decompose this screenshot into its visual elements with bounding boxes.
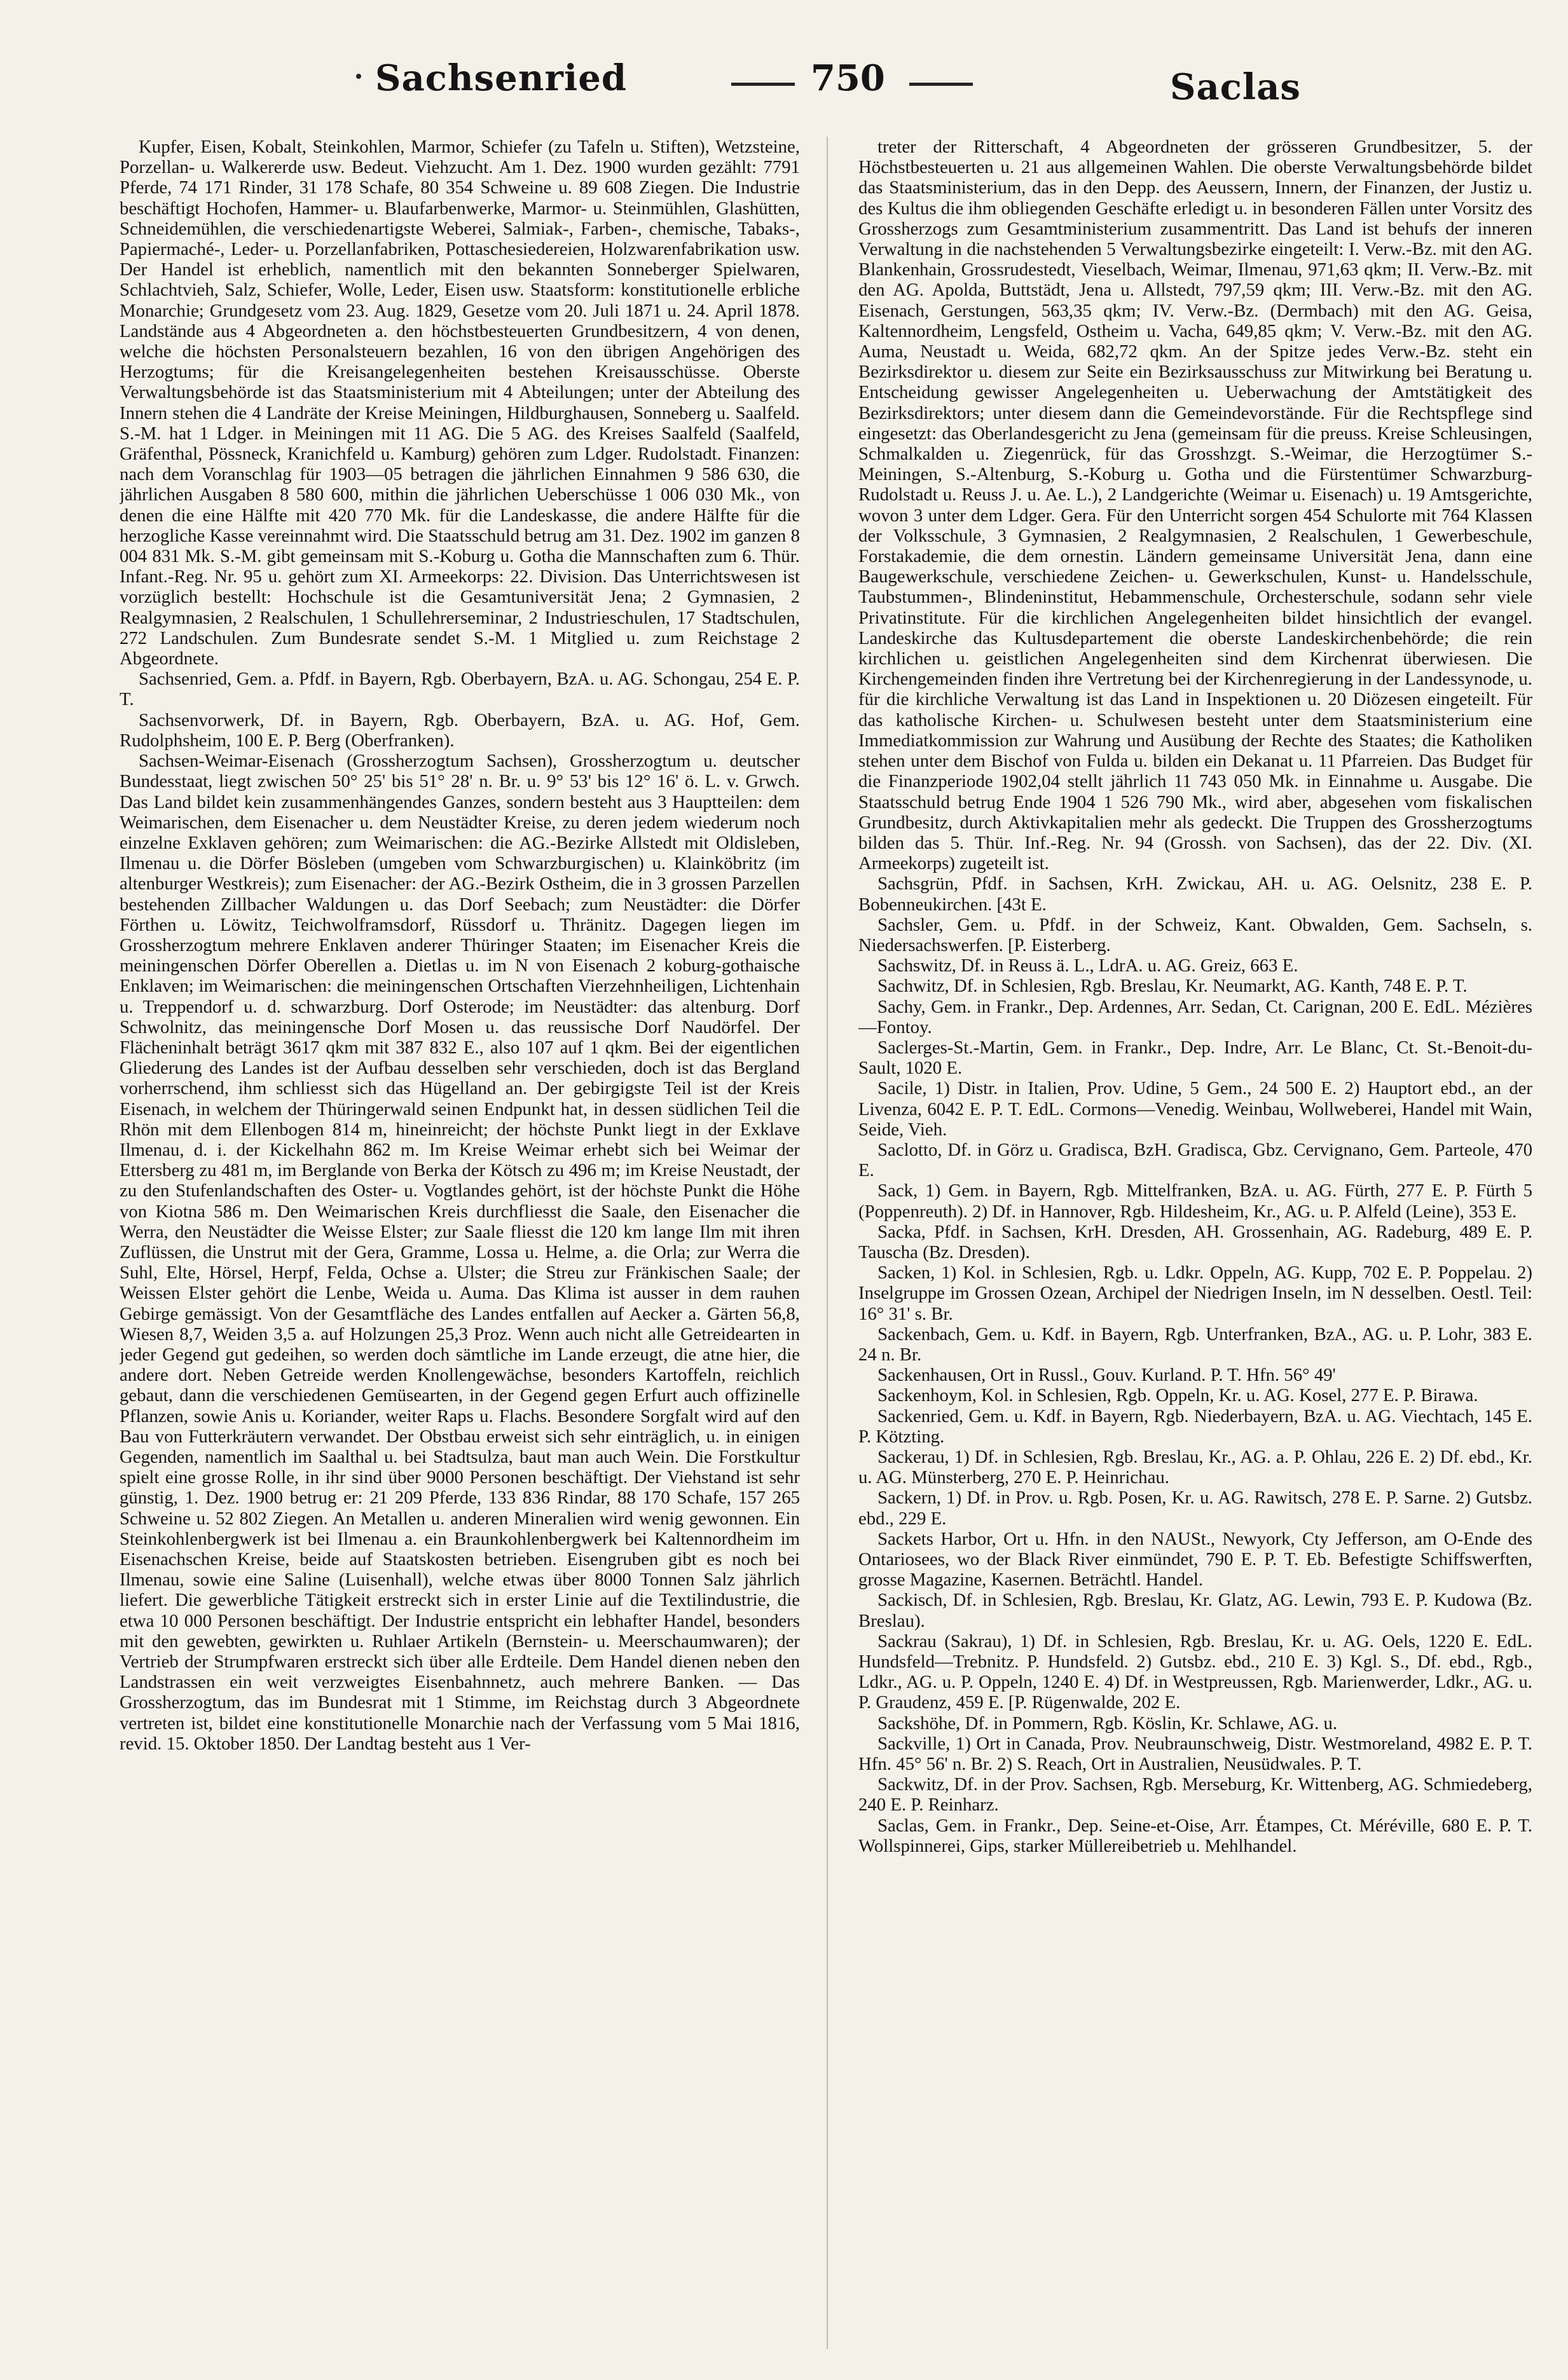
entry-paragraph: Sackets Harbor, Ort u. Hfn. in den NAUSt., Newyork, Cty Jefferson, am O-Ende des Ontariosees, wo der Black River einmündet, 790 E. P. T. Eb. Befestigte Schiffswerften, grosse Magazine, Kasernen. Beträchtl. Handel. xyxy=(858,1528,1532,1590)
entry-paragraph: Sackrau (Sakrau), 1) Df. in Schlesien, Rgb. Breslau, Kr. u. AG. Oels, 1220 E. EdL. Hundsfeld—Trebnitz. P. Hundsfeld. 2) Gutsbz. ebd., 210 E. 3) Kgl. S., Df. ebd., Rgb., Ldkr., AG. u. P. Oppeln, 1240 E. 4) Df. in Westpreussen, Rgb. Marienwerder, Ldkr., AG. u. P. Graudenz, 459 E. [P. Rügenwalde, 202 E. xyxy=(858,1631,1532,1713)
left-column xyxy=(120,137,800,2362)
entry-paragraph: Saclas, Gem. in Frankr., Dep. Seine-et-Oise, Arr. Étampes, Ct. Méréville, 680 E. P. T. Wollspinnerei, Gips, starker Müllereibetrieb u. Mehlhandel. xyxy=(858,1815,1532,1856)
entry-paragraph: Sachswitz, Df. in Reuss ä. L., LdrA. u. AG. Greiz, 663 E. xyxy=(877,955,1298,976)
header-left-keyword: Sachsenried xyxy=(375,57,627,99)
page-header xyxy=(0,51,1568,121)
entry-paragraph: Sackerau, 1) Df. in Schlesien, Rgb. Breslau, Kr., AG. a. P. Ohlau, 226 E. 2) Df. ebd., Kr. u. AG. Münsterberg, 270 E. P. Heinrichau. xyxy=(858,1447,1532,1488)
entry-paragraph: Sachsenried, Gem. a. Pfdf. in Bayern, Rgb. Oberbayern, BzA. u. AG. Schongau, 254 E. P. T. xyxy=(120,669,800,710)
entry-paragraph: Sachsler, Gem. u. Pfdf. in der Schweiz, Kant. Obwalden, Gem. Sachseln, s. Niedersachswerfen. [P. Eisterberg. xyxy=(858,914,1532,955)
entry-paragraph: Kupfer, Eisen, Kobalt, Steinkohlen, Marmor, Schiefer (zu Tafeln u. Stiften), Wetzsteine, Porzellan- u. Walkererde usw. Bedeut. Viehzucht. Am 1. Dez. 1900 wurden gezählt: 7791 Pferde, 74 171 Rinder, 31 178 Schafe, 80 354 Schweine u. 89 608 Ziegen. Die Industrie beschäftigt Hochofen, Hammer- u. Blaufarbenwerke, Marmor- u. Steinmühlen, Glashütten, Schneidemühlen, die verschiedenartigste Weberei, Salmiak-, Farben-, chemische, Tabaks-, Papiermaché-, Leder- u. Porzellanfabriken, Pottaschesiedereien, Holzwarenfabrikation usw. Der Handel ist erheblich, namentlich mit den bekannten Sonneberger Spielwaren, Schlachtvieh, Salz, Schiefer, Wolle, Leder, Eisen usw. Staatsform: konstitutionelle erbliche Monarchie; Grundgesetz vom 23. Aug. 1829, Gesetze vom 20. Juli 1871 u. 24. April 1878. Landstände aus 4 Abgeordneten a. den höchstbesteuerten Grundbesitzern, 4 von denen, welche die höchsten Personalsteuern bezahlen, 16 von den übrigen Angehörigen des Herzogtums; für die Kreisangelegenheiten bestehen Kreisausschüsse. Oberste Verwaltungsbehörde ist das Staatsministerium mit 4 Abteilungen; unter der Abteilung des Innern stehen die 4 Landräte der Kreise Meiningen, Hildburghausen, Sonneberg u. Saalfeld. S.-M. hat 1 Ldger. in Meiningen mit 11 AG. Die 5 AG. des Kreises Saalfeld (Saalfeld, Gräfenthal, Pössneck, Kranichfeld u. Kamburg) gehören zum Ldger. Rudolstadt. Finanzen: nach dem Voranschlag für 1903—05 betragen die jährlichen Einnahmen 9 586 630, die jährlichen Ausgaben 8 580 600, mithin die jährlichen Ueberschüsse 1 006 030 Mk., von denen die eine Hälfte mit 420 770 Mk. für die Landeskasse, die andere Hälfte für die herzogliche Kasse vereinnahmt wird. Die Staatsschuld betrug am 31. Dez. 1902 im ganzen 8 004 831 Mk. S.-M. gibt gemeinsam mit S.-Koburg u. Gotha die Mannschaften zum 6. Thür. Infant.-Reg. Nr. 95 u. gehört zum XI. Armeekorps: 22. Division. Das Unterrichtswesen ist vorzüglich bestellt: Hochschule ist die Gesamtuniversität Jena; 2 Gymnasien, 2 Realgymnasien, 2 Realschulen, 1 Schullehrerseminar, 2 Industrieschulen, 17 Stadtschulen, 272 Landschulen. Zum Bundesrate sendet S.-M. 1 Mitglied u. zum Reichstage 2 Abgeordnete. xyxy=(120,137,800,669)
entry-paragraph: Sackenried, Gem. u. Kdf. in Bayern, Rgb. Niederbayern, BzA. u. AG. Viechtach, 145 E. P. Kötzting. xyxy=(858,1405,1532,1447)
entry-paragraph: Sackshöhe, Df. in Pommern, Rgb. Köslin, Kr. Schlawe, AG. u. xyxy=(877,1713,1338,1734)
entry-paragraph: Sacile, 1) Distr. in Italien, Prov. Udine, 5 Gem., 24 500 E. 2) Hauptort ebd., an der Livenza, 6042 E. P. T. EdL. Cormons—Venedig. Weinbau, Wollweberei, Handel mit Wain, Seide, Vieh. xyxy=(858,1078,1532,1140)
entry-paragraph: Sachsen-Weimar-Eisenach (Grossherzogtum Sachsen), Grossherzogtum u. deutscher Bundesstaat, liegt zwischen 50° 25' bis 51° 28' n. Br. u. 9° 53' bis 12° 16' ö. L. v. Grwch. Das Land bildet kein zusammenhängendes Ganzes, sondern besteht aus 3 Hauptteilen: dem Weimarischen, dem Eisenacher u. dem Neustädter Kreise, zu deren jedem wiederum noch einzelne Exklaven gehören; zum Weimarischen: die AG.-Bezirke Allstedt mit Oldisleben, Ilmenau u. die Dörfer Bösleben (umgeben vom Schwarzburgischen) u. Klainköbritz (im altenburger Westkreis); zum Eisenacher: der AG.-Bezirk Ostheim, die in 3 grossen Parzellen bestehenden Zillbacher Waldungen u. das Dorf Seebach; zum Neustädter: die Dörfer Förthen u. Löwitz, Teichwolframsdorf, Rüssdorf u. Thränitz. Dagegen liegen im Grossherzogtum mehrere Enklaven anderer Thüringer Staaten; im Eisenacher Kreis die meiningenschen Dörfer Oberellen a. Dietlas u. im N von Eisenach 2 koburg-gothaische Enklaven; im Weimarischen: die meiningenschen Ortschaften Vierzehnheiligen, Lichtenhain u. Treppendorf u. d. schwarzburg. Dorf Osterode; im Neustädter: das altenburg. Dorf Schwolnitz, das meiningensche Dorf Mosen u. das reussische Dorf Naudörfel. Der Flächeninhalt beträgt 3617 qkm mit 387 832 E., also 107 auf 1 qkm. Bei der eigentlichen Gliederung des Landes ist der Aufbau desselben sehr verschieden, doch ist das Bergland vorherrschend, ihm schliesst sich das Hügelland an. Der gebirgigste Teil ist der Kreis Eisenach, in welchem der Thüringerwald seinen Endpunkt hat, in dessen südlichen Teil die Rhön mit dem Ellenbogen 814 m, hineinreicht; der höchste Punkt liegt in der Exklave Ilmenau, d. i. der Kickelhahn 862 m. Im Kreise Weimar erhebt sich bei Weimar der Ettersberg zu 481 m, im Berglande von Berka der Kötsch zu 496 m; im Kreise Neustadt, der zu den Stufenlandschaften des Oster- u. Vogtlandes gehört, ist der höchste Punkt die Höhe von Kiotna 586 m. Den Weimarischen Kreis durchfliesst die Saale, den Eisenacher die Werra, den Neustädter die Weisse Elster; zur Saale fliesst die 120 km lange Ilm mit ihren Zuflüssen, die Unstrut mit der Gera, Gramme, Lossa u. Helme, a. die Orla; zur Werra die Suhl, Elte, Hörsel, Herpf, Felda, Ochse a. Ulster; die Streu zur Fränkischen Saale; der Weissen Elster gehört die Lenbe, Weida u. Auma. Das Klima ist ausser in dem rauhen Gebirge gemässigt. Von der Gesamtfläche des Landes entfallen auf Aecker a. Gärten 56,8, Wiesen 8,7, Weiden 3,5 a. auf Holzungen 25,3 Proz. Wenn auch nicht alle Getreidearten in jeder Gegend gut gedeihen, so werden doch sämtliche im Lande erzeugt, die atne hier, die andere dort. Neben Getreide werden Knollengewächse, besonders Kartoffeln, reichlich gebaut, dann die verschiedenen Gemüsearten, in der Gegend gegen Erfurt auch offizinelle Pflanzen, sowie Anis u. Koriander, weiter Raps u. Flachs. Besondere Sorgfalt wird auf den Bau von Futterkräutern verwandet. Der Obstbau erweist sich sehr einträglich, u. in einigen Gegenden, namentlich im Saalthal u. bei Stadtsulza, baut man auch Wein. Die Forstkultur spielt eine grosse Rolle, in ihr sind über 9000 Personen beschäftigt. Der Viehstand ist sehr günstig, 1. Dez. 1900 betrug er: 21 209 Pferde, 133 836 Rindar, 88 170 Schafe, 157 265 Schweine u. 52 802 Ziegen. An Metallen u. anderen Mineralien wird wenig gewonnen. Ein Steinkohlenbergwerk ist bei Ilmenau a. ein Braunkohlenbergwerk bei Kaltennordheim im Eisenachschen Kreise, beide auf Staatskosten betrieben. Eisengruben gibt es noch bei Ilmenau, sowie eine Saline (Luisenhall), welche etwas über 8000 Tonnen Salz jährlich liefert. Die gewerbliche Tätigkeit erstreckt sich in erster Linie auf die Textilindustrie, die etwa 10 000 Personen beschäftigt. Der Industrie entspricht ein lebhafter Handel, besonders mit den gewebten, gewirkten u. Ruhlaer Artikeln (Bernstein- u. Meerschaumwaren); der Vertrieb der Strumpfwaren erstreckt sich über alle Erdteile. Dem Handel dienen neben den Landstrassen ein weit verzweigtes Eisenbahnnetz, auch mehrere Banken. — Das Grossherzogtum, das im Bundesrat mit 1 Stimme, im Reichstag durch 3 Abgeordnete vertreten ist, bildet eine konstitutionelle Monarchie nach der Verfassung vom 5 Mai 1816, revid. 15. Oktober 1850. Der Landtag besteht aus 1 Ver- xyxy=(120,751,800,1754)
entry-paragraph: Sackville, 1) Ort in Canada, Prov. Neubraunschweig, Distr. Westmoreland, 4982 E. P. T. Hfn. 45° 56' n. Br. 2) S. Reach, Ort in Australien, Neusüdwales. P. T. xyxy=(858,1733,1532,1775)
entry-paragraph: Sackenbach, Gem. u. Kdf. in Bayern, Rgb. Unterfranken, BzA., AG. u. P. Lohr, 383 E. 24 n. Br. xyxy=(858,1323,1532,1365)
margin-dot xyxy=(356,74,361,79)
entry-paragraph: Saclerges-St.-Martin, Gem. in Frankr., Dep. Indre, Arr. Le Blanc, Ct. St.-Benoit-du-Sault, 1020 E. xyxy=(858,1037,1532,1079)
entry-paragraph: Sacken, 1) Kol. in Schlesien, Rgb. u. Ldkr. Oppeln, AG. Kupp, 702 E. P. Poppelau. 2) Inselgruppe im Grossen Ozean, Archipel der Niedrigen Inseln, im N desselben. Oestl. Teil: 16° 31' s. Br. xyxy=(858,1262,1532,1324)
entry-paragraph: Sachsenvorwerk, Df. in Bayern, Rgb. Oberbayern, BzA. u. AG. Hof, Gem. Rudolphsheim, 100 E. P. Berg (Oberfranken). xyxy=(120,709,800,751)
entry-paragraph: Sackenhausen, Ort in Russl., Gouv. Kurland. P. T. Hfn. 56° 49' xyxy=(877,1365,1336,1386)
header-dash xyxy=(909,83,973,86)
entry-paragraph: Sackenhoym, Kol. in Schlesien, Rgb. Oppeln, Kr. u. AG. Kosel, 277 E. P. Birawa. xyxy=(877,1385,1478,1406)
column-divider xyxy=(827,137,828,2349)
right-column xyxy=(858,137,1532,2362)
entry-paragraph: Sacka, Pfdf. in Sachsen, KrH. Dresden, AH. Grossenhain, AG. Radeburg, 489 E. P. Tauscha (Bz. Dresden). xyxy=(858,1221,1532,1262)
entry-paragraph: Sachsgrün, Pfdf. in Sachsen, KrH. Zwickau, AH. u. AG. Oelsnitz, 238 E. P. Bobenneukirchen. [43t E. xyxy=(858,873,1532,915)
entry-paragraph: Sackern, 1) Df. in Prov. u. Rgb. Posen, Kr. u. AG. Rawitsch, 278 E. P. Sarne. 2) Gutsbz. ebd., 229 E. xyxy=(858,1488,1532,1529)
entry-paragraph: Sackwitz, Df. in der Prov. Sachsen, Rgb. Merseburg, Kr. Wittenberg, AG. Schmiedeberg, 240 E. P. Reinharz. xyxy=(858,1774,1532,1816)
entry-paragraph: Sachy, Gem. in Frankr., Dep. Ardennes, Arr. Sedan, Ct. Carignan, 200 E. EdL. Mézières—Fontoy. xyxy=(858,996,1532,1037)
entry-paragraph: Saclotto, Df. in Görz u. Gradisca, BzH. Gradisca, Gbz. Cervignano, Gem. Parteole, 470 E. xyxy=(858,1139,1532,1181)
header-right-keyword: Saclas xyxy=(1170,66,1301,108)
entry-paragraph: treter der Ritterschaft, 4 Abgeordneten der grösseren Grundbesitzer, 5. der Höchstbesteuerten u. 21 aus allgemeinen Wahlen. Die oberste Verwaltungsbehörde bildet das Staatsministerium, das in den Depp. des Aeussern, Innern, der Finanzen, der Justiz u. des Kultus die ihm obliegenden Geschäfte erledigt u. in besonderen Fällen unter Vorsitz des Grossherzogs zum Gesamtministerium zusammentritt. Das Land ist behufs der inneren Verwaltung in die nachstehenden 5 Verwaltungsbezirke eingeteilt: I. Verw.-Bz. mit den AG. Blankenhain, Grossrudestedt, Vieselbach, Weimar, Ilmenau, 971,63 qkm; II. Verw.-Bz. mit den AG. Apolda, Buttstädt, Jena u. Allstedt, 797,59 qkm; III. Verw.-Bz. mit den AG. Eisenach, Gerstungen, 563,35 qkm; IV. Verw.-Bz. (Dermbach) mit den AG. Geisa, Kaltennordheim, Lengsfeld, Ostheim u. Vacha, 649,85 qkm; V. Verw.-Bz. mit den AG. Auma, Neustadt u. Weida, 682,72 qkm. An der Spitze jedes Verw.-Bz. steht ein Bezirksdirektor u. diesem zur Seite ein Bezirksausschuss zur Mitwirkung bei Beratung u. Entscheidung gewisser Angelegenheiten u. Ueberwachung der Amtstätigkeit des Bezirksdirektors; unter diesem dann die Gemeindevorstände. Für die Rechtspflege sind eingesetzt: das Oberlandesgericht zu Jena (gemeinsam für die preuss. Kreise Schleusingen, Schmalkalden u. Ziegenrück, für das Grosshzgt. S.-Weimar, die Herzogtümer S.-Meiningen, S.-Altenburg, S.-Koburg u. Gotha und die Fürstentümer Schwarzburg-Rudolstadt u. Reuss J. u. Ae. L.), 2 Landgerichte (Weimar u. Eisenach) u. 19 Amtsgerichte, wovon 3 unter dem Ldger. Gera. Für den Unterricht sorgen 454 Schulorte mit 764 Klassen der Volksschule, 3 Gymnasien, 2 Realgymnasien, 2 Realschulen, 1 Gewerbeschule, Forstakademie, die dem ornestin. Ländern gemeinsame Universität Jena, dann eine Baugewerkschule, verschiedene Zeichen- u. Gewerkschulen, Kunst- u. Handelsschule, Taubstummen-, Blindeninstitut, Hebammenschule, Orchesterschule, sodann sehr viele Privatinstitute. Für die kirchlichen Angelegenheiten bildet hinsichtlich der evangel. Landeskirche das Kultusdepartement die oberste Landeskirchenbehörde; die rein kirchlichen u. geistlichen Angelegenheiten sind dem Kirchenrat überwiesen. Die Kirchengemeinden finden ihre Vertretung bei der Kirchenregierung in der Landessynode, u. für die kirchliche Verwaltung ist das Land in Inspektionen u. 20 Diözesen eingeteilt. Für das katholische Kirchen- u. Schulwesen besteht unter dem Staatsministerium eine Immediatkommission zur Wahrung und Ausübung der Rechte des Staates; die Katholiken stehen unter dem Bischof von Fulda u. bilden ein Dekanat u. 11 Pfarreien. Das Budget für die Finanzperiode 1902,04 stellt jährlich 11 743 050 Mk. in Einnahme u. Ausgabe. Die Staatsschuld betrug Ende 1904 1 526 790 Mk., wird aber, abgesehen vom fiskalischen Grundbesitz, durch Aktivkapitalien mehr als gedeckt. Die Truppen des Grossherzogtums bilden das 5. Thür. Inf.-Reg. Nr. 94 (Grossh. von Sachsen), das der 22. Div. (XI. Armeekorps) zugeteilt ist. xyxy=(858,137,1532,874)
header-dash xyxy=(731,83,795,86)
entry-paragraph: Sack, 1) Gem. in Bayern, Rgb. Mittelfranken, BzA. u. AG. Fürth, 277 E. P. Fürth 5 (Poppenreuth). 2) Df. in Hannover, Rgb. Hildesheim, Kr., AG. u. P. Alfeld (Leine), 353 E. xyxy=(858,1180,1532,1222)
page-number: 750 xyxy=(811,57,885,99)
entry-paragraph: Sackisch, Df. in Schlesien, Rgb. Breslau, Kr. Glatz, AG. Lewin, 793 E. P. Kudowa (Bz. Breslau). xyxy=(858,1590,1532,1631)
entry-paragraph: Sachwitz, Df. in Schlesien, Rgb. Breslau, Kr. Neumarkt, AG. Kanth, 748 E. P. T. xyxy=(877,976,1468,997)
